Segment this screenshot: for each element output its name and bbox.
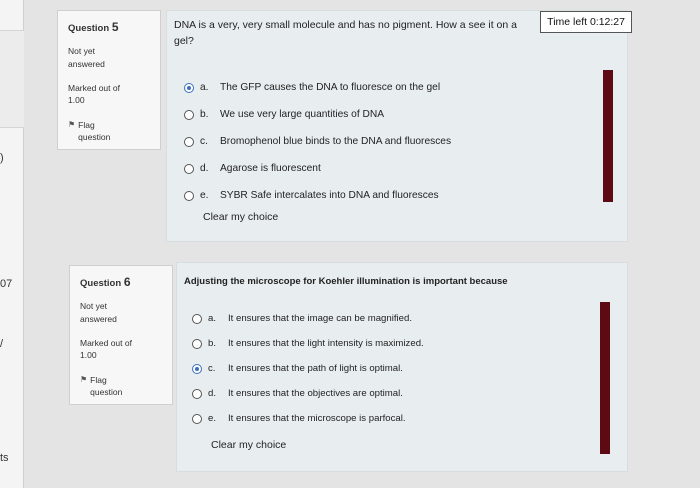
radio-button[interactable] [184, 83, 194, 93]
answer-letter: e. [200, 190, 209, 201]
clear-choice-link[interactable]: Clear my choice [211, 439, 287, 451]
answer-option-c[interactable] [192, 356, 424, 381]
flag-question-button[interactable] [80, 374, 162, 399]
question-state: Not yet answered [80, 301, 117, 324]
answer-text: Bromophenol blue binds to the DNA and fluoresces [220, 136, 452, 147]
question-number [68, 19, 150, 36]
flag-label: Flag question [78, 119, 111, 142]
question-number [80, 274, 162, 291]
answer-option-b[interactable] [184, 101, 451, 128]
question-state: Not yet answered [68, 46, 105, 69]
question-info-box [69, 265, 173, 405]
answer-letter: a. [200, 82, 209, 93]
radio-button[interactable] [184, 110, 194, 120]
answer-option-a[interactable] [184, 74, 451, 101]
question-label: Question [80, 278, 122, 289]
answer-option-e[interactable] [184, 182, 451, 209]
answer-letter: d. [200, 163, 209, 174]
answer-letter: d. [208, 388, 217, 399]
radio-button[interactable] [192, 364, 202, 374]
question-num: 6 [123, 275, 131, 289]
sidebar-fragment: 07 [0, 278, 13, 290]
answer-option-e[interactable] [192, 406, 424, 431]
answer-text: It ensures that the image can be magnified. [228, 313, 412, 324]
flag-icon: ⚑ [80, 374, 88, 384]
question-text: DNA is a very, very small molecule and has no pigment. How a see it on a gel? [174, 19, 517, 48]
answer-option-a[interactable] [192, 306, 424, 331]
flag-question-button[interactable] [68, 119, 150, 144]
decorative-bar [603, 70, 613, 202]
answer-letter: b. [208, 338, 217, 349]
answer-option-b[interactable] [192, 331, 424, 356]
flag-label: Flag question [90, 374, 123, 397]
answer-option-d[interactable] [192, 381, 424, 406]
answer-text: It ensures that the microscope is parfocal. [228, 413, 406, 424]
answer-text: The GFP causes the DNA to fluoresce on the gel [220, 82, 441, 93]
answer-letter: b. [200, 109, 209, 120]
answer-option-c[interactable] [184, 128, 451, 155]
answer-letter: c. [208, 363, 216, 374]
answer-list [192, 306, 424, 431]
sidebar-fragment: ts [0, 452, 9, 464]
decorative-bar [600, 302, 610, 454]
radio-button[interactable] [192, 389, 202, 399]
radio-button[interactable] [192, 414, 202, 424]
answer-list [184, 74, 451, 209]
answer-text: SYBR Safe intercalates into DNA and fluoresces [220, 190, 439, 201]
question-label: Question [68, 23, 110, 34]
question-text: Adjusting the microscope for Koehler illumination is important because [184, 276, 508, 287]
clear-choice-link[interactable]: Clear my choice [203, 211, 279, 223]
answer-text: We use very large quantities of DNA [220, 109, 385, 120]
time-left-indicator: Time left 0:12:27 [540, 11, 632, 33]
sidebar-fragment: / [0, 338, 4, 350]
radio-button[interactable] [192, 314, 202, 324]
question-grade: Marked out of 1.00 [68, 83, 120, 106]
sidebar-fragment: ) [0, 152, 4, 164]
answer-text: It ensures that the light intensity is maximized. [228, 338, 424, 349]
question-info-box [57, 10, 161, 150]
question-num: 5 [111, 20, 119, 34]
answer-letter: e. [208, 413, 217, 424]
answer-text: It ensures that the objectives are optimal. [228, 388, 403, 399]
radio-button[interactable] [192, 339, 202, 349]
answer-text: Agarose is fluorescent [220, 163, 321, 174]
flag-icon: ⚑ [68, 119, 76, 129]
answer-letter: c. [200, 136, 208, 147]
radio-button[interactable] [184, 191, 194, 201]
answer-letter: a. [208, 313, 217, 324]
radio-button[interactable] [184, 164, 194, 174]
question-grade: Marked out of 1.00 [80, 338, 132, 361]
answer-text: It ensures that the path of light is optimal. [228, 363, 403, 374]
radio-button[interactable] [184, 137, 194, 147]
quiz-navigation-sidebar [0, 0, 24, 488]
answer-option-d[interactable] [184, 155, 451, 182]
sidebar-block [0, 30, 24, 128]
